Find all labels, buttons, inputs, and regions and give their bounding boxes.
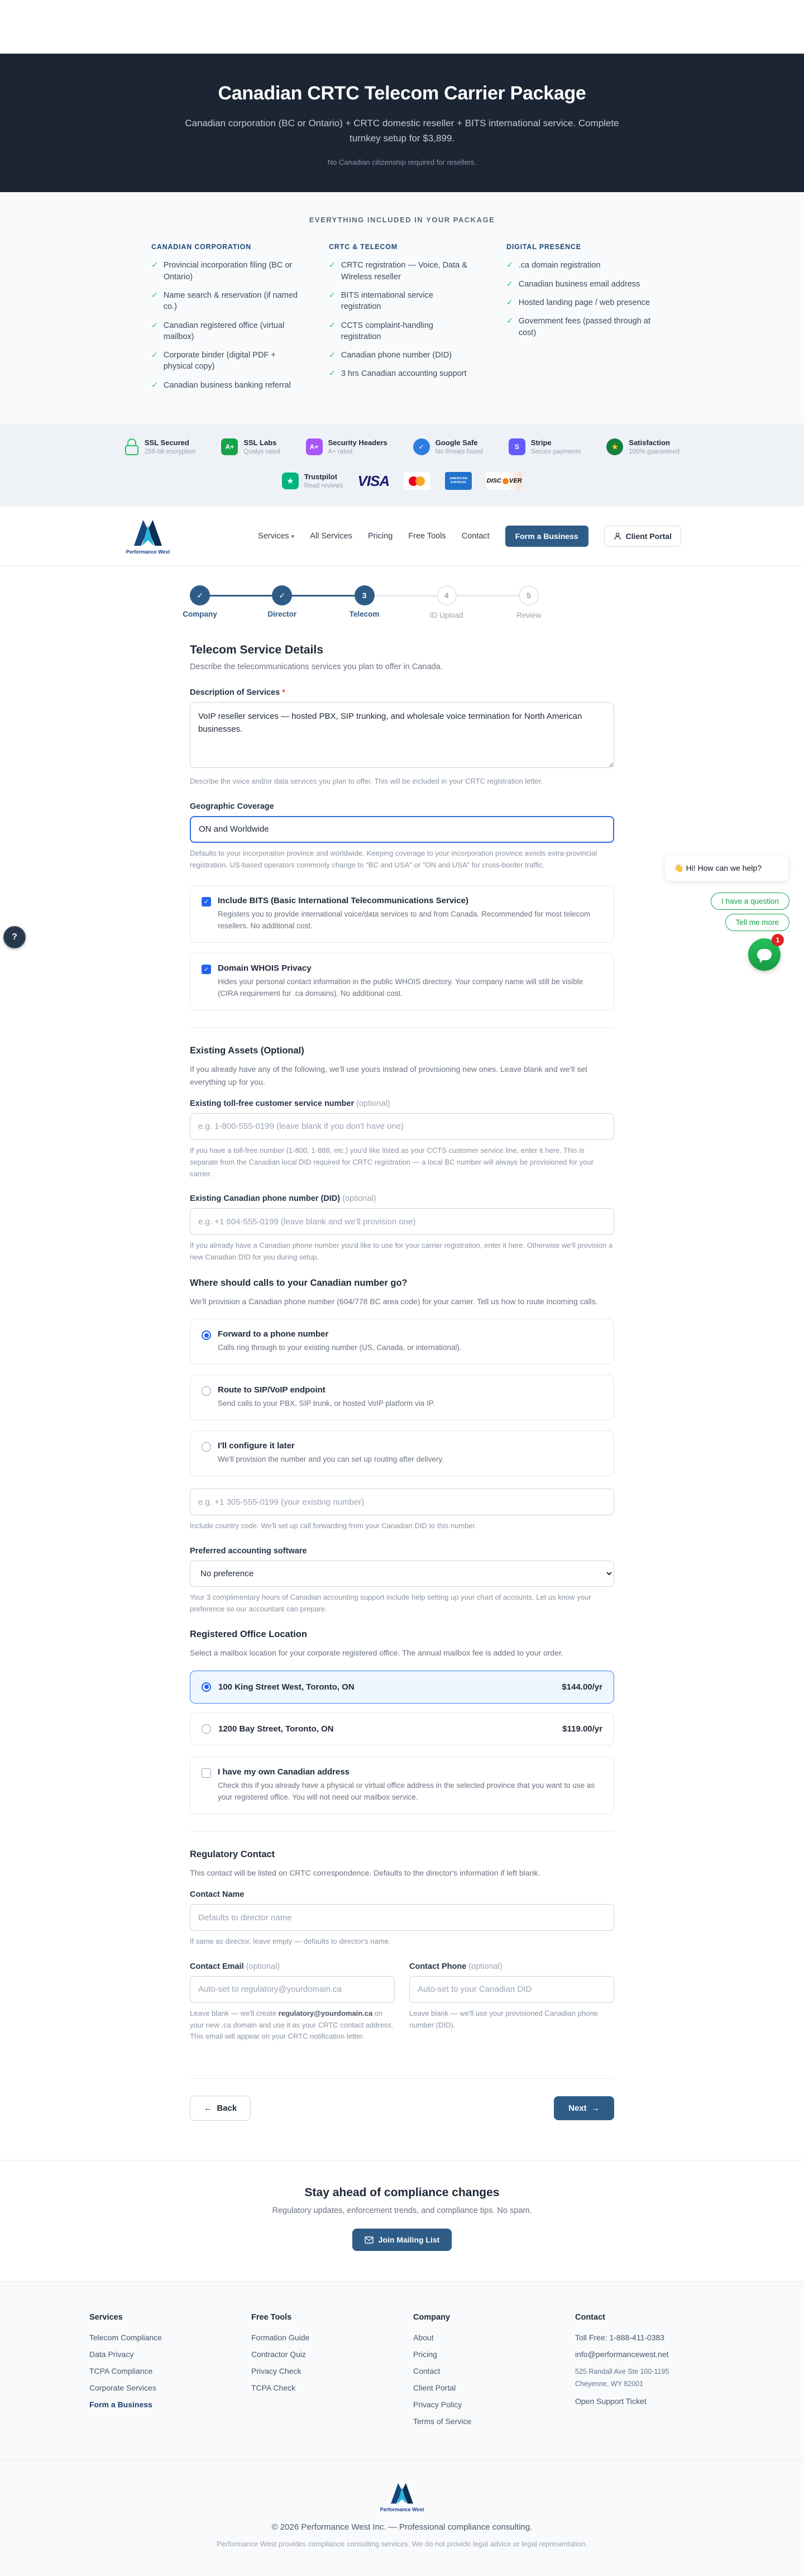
footer-link-contact[interactable]: Contact bbox=[413, 2367, 441, 2376]
contact-email-helper: Leave blank — we'll create regulatory@yourdomain.ca on your new .ca domain and use it as your CRTC contact address. This email will appear on your CRTC notification letter. bbox=[190, 2009, 394, 2041]
regulatory-desc: This contact will be listed on CRTC correspondence. Defaults to the director's information if left blank. bbox=[190, 1868, 540, 1877]
step-label: Review bbox=[516, 611, 542, 620]
step-company[interactable] bbox=[183, 585, 217, 619]
step-connector bbox=[210, 595, 272, 597]
contact-name-label: Contact Name bbox=[190, 1890, 245, 1900]
section-divider bbox=[190, 1027, 614, 1028]
check-icon: ✓ bbox=[506, 297, 513, 307]
hero-subtitle: Canadian corporation (BC or Ontario) + CRTC domestic reseller + BITS international service. Complete turnkey setup for $3,899. bbox=[185, 118, 619, 144]
chat-quick-reply-question[interactable]: I have a question bbox=[711, 893, 789, 910]
footer-column-free-tools bbox=[251, 2313, 391, 2434]
office-heading: Registered Office Location bbox=[190, 1629, 307, 1640]
footer-brand-name: Performance West bbox=[380, 2507, 424, 2513]
shield-check-icon: ✓ bbox=[413, 438, 430, 455]
footer-link-privacy-policy[interactable]: Privacy Policy bbox=[413, 2400, 462, 2410]
badge-trustpilot: ★ Trustpilot Read reviews bbox=[282, 473, 343, 489]
office-option-bay-street[interactable] bbox=[190, 1712, 614, 1745]
back-button[interactable]: ← Back bbox=[190, 2096, 251, 2121]
whois-label: Domain WHOIS Privacy bbox=[218, 963, 312, 974]
aplus-icon: A+ bbox=[221, 438, 238, 455]
check-icon: ✓ bbox=[151, 350, 158, 360]
question-icon: ? bbox=[12, 932, 17, 942]
badge-ssl-secured: SSL Secured 256-bit encryption bbox=[125, 438, 195, 455]
bits-label: Include BITS (Basic International Telecommunications Service) bbox=[218, 896, 469, 906]
amex-logo: AMERICAN EXPRESS bbox=[445, 472, 472, 490]
footer-column-title: Company bbox=[413, 2313, 451, 2322]
logo-mountain-icon bbox=[132, 518, 164, 548]
step-telecom[interactable] bbox=[349, 585, 380, 619]
routing-option-label: Forward to a phone number bbox=[218, 1329, 329, 1339]
footer bbox=[0, 2281, 804, 2576]
contact-phone-label: Contact Phone (optional) bbox=[409, 1962, 502, 1971]
join-mailing-list-button[interactable]: Join Mailing List bbox=[352, 2229, 452, 2251]
footer-link-pricing[interactable]: Pricing bbox=[413, 2350, 437, 2359]
next-button[interactable]: Next → bbox=[554, 2096, 614, 2120]
footer-link-about[interactable]: About bbox=[413, 2333, 434, 2343]
radio-unselected-icon[interactable] bbox=[202, 1724, 211, 1734]
routing-option-label: Route to SIP/VoIP endpoint bbox=[218, 1385, 326, 1395]
envelope-icon bbox=[365, 2236, 374, 2244]
help-fab-button[interactable] bbox=[3, 926, 26, 948]
routing-option-sip[interactable] bbox=[190, 1375, 614, 1420]
step-id-upload[interactable] bbox=[429, 585, 463, 620]
included-heading: EVERYTHING INCLUDED IN YOUR PACKAGE bbox=[309, 216, 495, 225]
routing-option-desc: Calls ring through to your existing number (US, Canada, or international). bbox=[218, 1343, 462, 1352]
checkbox-checked-icon[interactable]: ✓ bbox=[202, 965, 211, 974]
field-existing-did bbox=[190, 1194, 614, 1263]
field-contact-name bbox=[190, 1890, 614, 1948]
office-address: 100 King Street West, Toronto, ON bbox=[218, 1682, 355, 1692]
included-item: ✓ Canadian registered office (virtual mailbox) bbox=[151, 320, 298, 343]
radio-unselected-icon[interactable] bbox=[202, 1442, 211, 1452]
footer-column-contact bbox=[575, 2313, 715, 2434]
footer-column-title: Services bbox=[89, 2313, 123, 2322]
checkbox-unchecked-icon[interactable] bbox=[202, 1768, 211, 1778]
check-icon: ✓ bbox=[506, 316, 513, 326]
coverage-helper: Defaults to your incorporation province and worldwide. Keeping coverage to your incorporation province avoids extra-provincial registration. US-based operators commonly change to "BC and USA" or "ON and USA" for cross-border traffic. bbox=[190, 848, 597, 869]
step-check-icon: ✓ bbox=[279, 590, 286, 600]
field-forward-number bbox=[190, 1489, 614, 1532]
contact-phone-helper: Leave blank — we'll use your provisioned Canadian phone number (DID). bbox=[409, 2009, 598, 2029]
form-title: Telecom Service Details bbox=[190, 643, 323, 657]
cta-subtitle: Regulatory updates, enforcement trends, and compliance tips. No spam. bbox=[272, 2206, 532, 2216]
footer-link-tcpa-compliance[interactable]: TCPA Compliance bbox=[89, 2367, 153, 2376]
discover-logo: DISC VER bbox=[486, 472, 522, 490]
chat-quick-reply-tell-me-more[interactable]: Tell me more bbox=[725, 914, 789, 931]
footer-column-title: Contact bbox=[575, 2313, 605, 2322]
top-margin bbox=[0, 0, 804, 54]
footer-copyright: © 2026 Performance West Inc. — Professional compliance consulting. bbox=[271, 2522, 533, 2532]
footer-link-client-portal[interactable]: Client Portal bbox=[413, 2383, 456, 2393]
contact-name-helper: If same as director, leave empty — defaults to director's name. bbox=[190, 1937, 391, 1946]
back-arrow-icon: ← bbox=[204, 2103, 212, 2114]
footer-open-support-ticket[interactable]: Open Support Ticket bbox=[575, 2397, 647, 2406]
check-icon: ✓ bbox=[151, 380, 158, 389]
footer-link-form-a-business[interactable]: Form a Business bbox=[89, 2400, 152, 2410]
footer-brand-logo bbox=[377, 2481, 427, 2512]
footer-link-tcpa-check[interactable]: TCPA Check bbox=[251, 2383, 296, 2393]
footer-link-privacy-check[interactable]: Privacy Check bbox=[251, 2367, 302, 2376]
footer-link-data-privacy[interactable]: Data Privacy bbox=[89, 2350, 134, 2359]
field-geographic-coverage bbox=[190, 802, 614, 871]
check-icon: ✓ bbox=[329, 350, 336, 360]
included-column-corporation bbox=[151, 243, 298, 398]
own-address-desc: Check this if you already have a physical or virtual office address in the selected province that you want to use as your registered office. You will not need our mailbox service. bbox=[218, 1781, 595, 1801]
page-title: Canadian CRTC Telecom Carrier Package bbox=[218, 83, 586, 104]
routing-option-later[interactable] bbox=[190, 1430, 614, 1476]
column-title: CRTC & TELECOM bbox=[329, 243, 398, 251]
regulatory-heading: Regulatory Contact bbox=[190, 1849, 275, 1859]
included-item: ✓ Name search & reservation (if named co.) bbox=[151, 290, 298, 313]
brand-name: Performance West bbox=[126, 549, 170, 555]
step-connector bbox=[292, 595, 354, 597]
step-review[interactable] bbox=[516, 585, 542, 620]
forward-number-helper: Include country code. We'll set up call forwarding from your Canadian DID to this number. bbox=[190, 1521, 477, 1530]
logo-mountain-icon bbox=[389, 2481, 415, 2506]
tollfree-input[interactable] bbox=[190, 1113, 614, 1140]
routing-option-desc: Send calls to your PBX, SIP trunk, or hosted VoIP platform via IP. bbox=[218, 1399, 435, 1408]
footer-disclaimer: Performance West provides compliance consulting services. We do not provide legal advice or legal representation. bbox=[216, 2540, 588, 2549]
description-helper: Describe the voice and/or data services you plan to offer. This will be included in your CRTC registration letter. bbox=[190, 777, 543, 786]
included-item: ✓ CCTS complaint-handling registration bbox=[329, 320, 475, 343]
nav-item-all-services[interactable]: All Services bbox=[310, 532, 352, 541]
footer-link-terms[interactable]: Terms of Service bbox=[413, 2417, 472, 2426]
footer-column-company bbox=[413, 2313, 553, 2434]
contact-phone-input[interactable] bbox=[409, 1976, 614, 2003]
routing-desc: We'll provision a Canadian phone number (604/778 BC area code) for your carrier. Tell us how to route incoming calls. bbox=[190, 1296, 598, 1306]
own-address-card[interactable] bbox=[190, 1757, 614, 1814]
contact-email-label: Contact Email (optional) bbox=[190, 1962, 280, 1971]
check-icon: ✓ bbox=[329, 260, 336, 270]
coverage-input[interactable] bbox=[190, 816, 614, 843]
badge-google-safe: ✓ Google Safe No threats found bbox=[413, 438, 483, 455]
trustpilot-star-icon: ★ bbox=[282, 473, 299, 489]
required-asterisk: * bbox=[282, 688, 285, 698]
footer-bottom bbox=[0, 2459, 804, 2576]
field-contact-phone bbox=[409, 1962, 614, 2043]
did-input[interactable] bbox=[190, 1208, 614, 1235]
did-helper: If you already have a Canadian phone number you'd like to use for your carrier registration, enter it here. Otherwise we'll provision a new Canadian DID for you during setup. bbox=[190, 1241, 613, 1262]
check-icon: ✓ bbox=[329, 290, 336, 299]
badge-stripe: S Stripe Secure payments bbox=[509, 438, 581, 455]
step-check-icon: ✓ bbox=[197, 590, 203, 600]
footer-link-telecom-compliance[interactable]: Telecom Compliance bbox=[89, 2333, 162, 2343]
hero-section bbox=[0, 54, 804, 192]
lock-icon bbox=[125, 438, 139, 455]
step-connector bbox=[457, 595, 519, 597]
existing-assets-heading: Existing Assets (Optional) bbox=[190, 1046, 304, 1056]
form-actions bbox=[190, 2078, 614, 2121]
chat-greeting-bubble[interactable]: 👋 Hi! How can we help? bbox=[665, 856, 788, 881]
step-number: 3 bbox=[362, 591, 367, 600]
nav-item-pricing[interactable]: Pricing bbox=[367, 532, 393, 541]
check-icon: ✓ bbox=[506, 279, 513, 288]
routing-option-label: I'll configure it later bbox=[218, 1441, 295, 1451]
progress-stepper bbox=[183, 566, 614, 629]
step-label: ID Upload bbox=[429, 611, 463, 620]
badge-security-headers: A+ Security Headers A+ rated bbox=[306, 438, 387, 455]
radio-selected-icon[interactable] bbox=[202, 1330, 211, 1340]
trust-badges-section bbox=[0, 424, 804, 507]
description-label: Description of Services * bbox=[190, 688, 285, 698]
step-number: 4 bbox=[444, 591, 449, 600]
accounting-helper: Your 3 complimentary hours of Canadian accounting support include help setting up your chart of accounts. Let us know your preference so our accountant can prepare. bbox=[190, 1592, 591, 1613]
column-title: CANADIAN CORPORATION bbox=[151, 243, 251, 251]
check-icon: ✓ bbox=[151, 320, 158, 330]
did-label: Existing Canadian phone number (DID) (optional) bbox=[190, 1194, 376, 1204]
check-icon: ✓ bbox=[151, 260, 158, 270]
badge-satisfaction: ★ Satisfaction 100% guaranteed bbox=[606, 438, 679, 455]
contact-name-input[interactable] bbox=[190, 1904, 614, 1931]
form-subtitle: Describe the telecommunications services you plan to offer in Canada. bbox=[190, 662, 443, 672]
included-item: ✓ Canadian business email address bbox=[506, 279, 653, 290]
routing-option-forward[interactable] bbox=[190, 1319, 614, 1365]
bits-desc: Registers you to provide international voice/data services to and from Canada. Recommended for most telecom resellers. No additional cost. bbox=[218, 910, 591, 931]
step-label: Telecom bbox=[349, 610, 380, 619]
included-item: ✓ Government fees (passed through at cost) bbox=[506, 316, 653, 338]
mastercard-logo bbox=[404, 472, 430, 490]
included-column-crtc bbox=[329, 243, 475, 398]
field-tollfree-number bbox=[190, 1099, 614, 1180]
included-column-digital bbox=[506, 243, 653, 398]
aplus-icon: A+ bbox=[306, 438, 323, 455]
visa-logo: VISA bbox=[357, 472, 390, 489]
footer-column-title: Free Tools bbox=[251, 2313, 292, 2322]
footer-email[interactable]: info@performancewest.net bbox=[575, 2350, 669, 2359]
footer-link-formation-guide[interactable]: Formation Guide bbox=[251, 2333, 310, 2343]
description-textarea[interactable] bbox=[190, 702, 614, 768]
person-icon bbox=[614, 532, 621, 540]
check-icon: ✓ bbox=[151, 290, 158, 299]
included-item: ✓ Canadian phone number (DID) bbox=[329, 350, 475, 361]
included-item: ✓ CRTC registration — Voice, Data & Wireless reseller bbox=[329, 260, 475, 283]
contact-email-input[interactable] bbox=[190, 1976, 395, 2003]
included-item: ✓ BITS international service registration bbox=[329, 290, 475, 313]
footer-column-services bbox=[89, 2313, 229, 2434]
included-item: ✓ Hosted landing page / web presence bbox=[506, 297, 653, 308]
footer-address-line2: Cheyenne, WY 82001 bbox=[575, 2380, 644, 2388]
field-accounting-software bbox=[190, 1547, 614, 1615]
routing-heading: Where should calls to your Canadian number go? bbox=[190, 1277, 408, 1288]
office-desc: Select a mailbox location for your corporate registered office. The annual mailbox fee is added to your order. bbox=[190, 1648, 563, 1658]
star-icon: ★ bbox=[606, 438, 623, 455]
field-description-of-services bbox=[190, 688, 614, 788]
whois-option-card[interactable] bbox=[190, 953, 614, 1010]
stripe-icon: S bbox=[509, 438, 525, 455]
chevron-down-icon: ▾ bbox=[291, 533, 295, 541]
hero-note: No Canadian citizenship required for resellers. bbox=[327, 158, 477, 167]
form-a-business-button[interactable]: Form a Business bbox=[505, 526, 588, 547]
step-director[interactable] bbox=[267, 585, 297, 619]
next-arrow-icon: → bbox=[591, 2103, 600, 2114]
forward-number-input[interactable] bbox=[190, 1489, 614, 1515]
office-address: 1200 Bay Street, Toronto, ON bbox=[218, 1724, 334, 1734]
nav-item-free-tools[interactable]: Free Tools bbox=[408, 532, 446, 541]
badge-ssl-labs: A+ SSL Labs Qualys rated bbox=[221, 438, 280, 455]
included-item: ✓ .ca domain registration bbox=[506, 260, 653, 271]
radio-unselected-icon[interactable] bbox=[202, 1386, 211, 1396]
chat-bubble-icon bbox=[757, 949, 772, 960]
coverage-label: Geographic Coverage bbox=[190, 802, 274, 811]
included-section bbox=[0, 192, 804, 424]
step-connector bbox=[375, 595, 437, 597]
office-option-king-street[interactable] bbox=[190, 1671, 614, 1704]
client-portal-button[interactable]: Client Portal bbox=[604, 526, 681, 547]
chat-unread-badge: 1 bbox=[772, 934, 784, 946]
footer-address-line1: 525 Randall Ave Ste 100-1195 bbox=[575, 2368, 669, 2376]
step-number: 5 bbox=[527, 591, 531, 600]
nav-item-contact[interactable]: Contact bbox=[461, 532, 490, 541]
footer-link-contractor-quiz[interactable]: Contractor Quiz bbox=[251, 2350, 307, 2359]
bits-option-card[interactable] bbox=[190, 885, 614, 943]
included-item: ✓ Provincial incorporation filing (BC or Ontario) bbox=[151, 260, 298, 283]
discover-dot-icon bbox=[502, 478, 509, 484]
mailing-list-section bbox=[0, 2160, 804, 2281]
check-icon: ✓ bbox=[329, 369, 336, 378]
accounting-select[interactable] bbox=[190, 1561, 614, 1587]
routing-option-desc: We'll provision the number and you can set up routing after delivery. bbox=[218, 1455, 444, 1464]
tollfree-helper: If you have a toll-free number (1-800, 1-888, etc.) you'd like listed as your CCTS customer service line, enter it here. This is separate from the Canadian local DID required for CRTC registration — a local BC number will always be provisioned for your carrier. bbox=[190, 1146, 594, 1178]
top-navigation bbox=[0, 507, 804, 566]
whois-desc: Hides your personal contact information in the public WHOIS directory. Your company name will still be visible (CIRA requirement for .ca domains). No additional cost. bbox=[218, 977, 583, 998]
office-price: $119.00/yr bbox=[562, 1724, 602, 1734]
cta-title: Stay ahead of compliance changes bbox=[304, 2186, 500, 2200]
office-price: $144.00/yr bbox=[562, 1682, 602, 1692]
existing-assets-desc: If you already have any of the following, we'll use yours instead of provisioning new ones. Leave blank and we'll set everything up for you. bbox=[190, 1065, 587, 1086]
footer-link-corporate-services[interactable]: Corporate Services bbox=[89, 2383, 156, 2393]
footer-tollfree-number[interactable]: Toll Free: 1-888-411-0383 bbox=[575, 2333, 665, 2343]
included-item: ✓ 3 hrs Canadian accounting support bbox=[329, 368, 475, 379]
tollfree-label: Existing toll-free customer service number (optional) bbox=[190, 1099, 390, 1108]
checkbox-checked-icon[interactable]: ✓ bbox=[202, 897, 211, 907]
main-content bbox=[0, 566, 804, 2160]
brand-logo[interactable] bbox=[123, 518, 173, 555]
check-icon: ✓ bbox=[506, 260, 513, 270]
field-contact-email bbox=[190, 1962, 395, 2043]
column-title: DIGITAL PRESENCE bbox=[506, 243, 581, 251]
included-item: ✓ Canadian business banking referral bbox=[151, 380, 298, 391]
included-item: ✓ Corporate binder (digital PDF + physical copy) bbox=[151, 350, 298, 373]
step-label: Company bbox=[183, 610, 217, 619]
accounting-label: Preferred accounting software bbox=[190, 1546, 307, 1556]
step-label: Director bbox=[267, 610, 297, 619]
own-address-label: I have my own Canadian address bbox=[218, 1767, 350, 1777]
check-icon: ✓ bbox=[329, 320, 336, 330]
nav-item-services[interactable]: Services ▾ bbox=[258, 532, 295, 541]
radio-selected-icon[interactable] bbox=[202, 1682, 211, 1692]
